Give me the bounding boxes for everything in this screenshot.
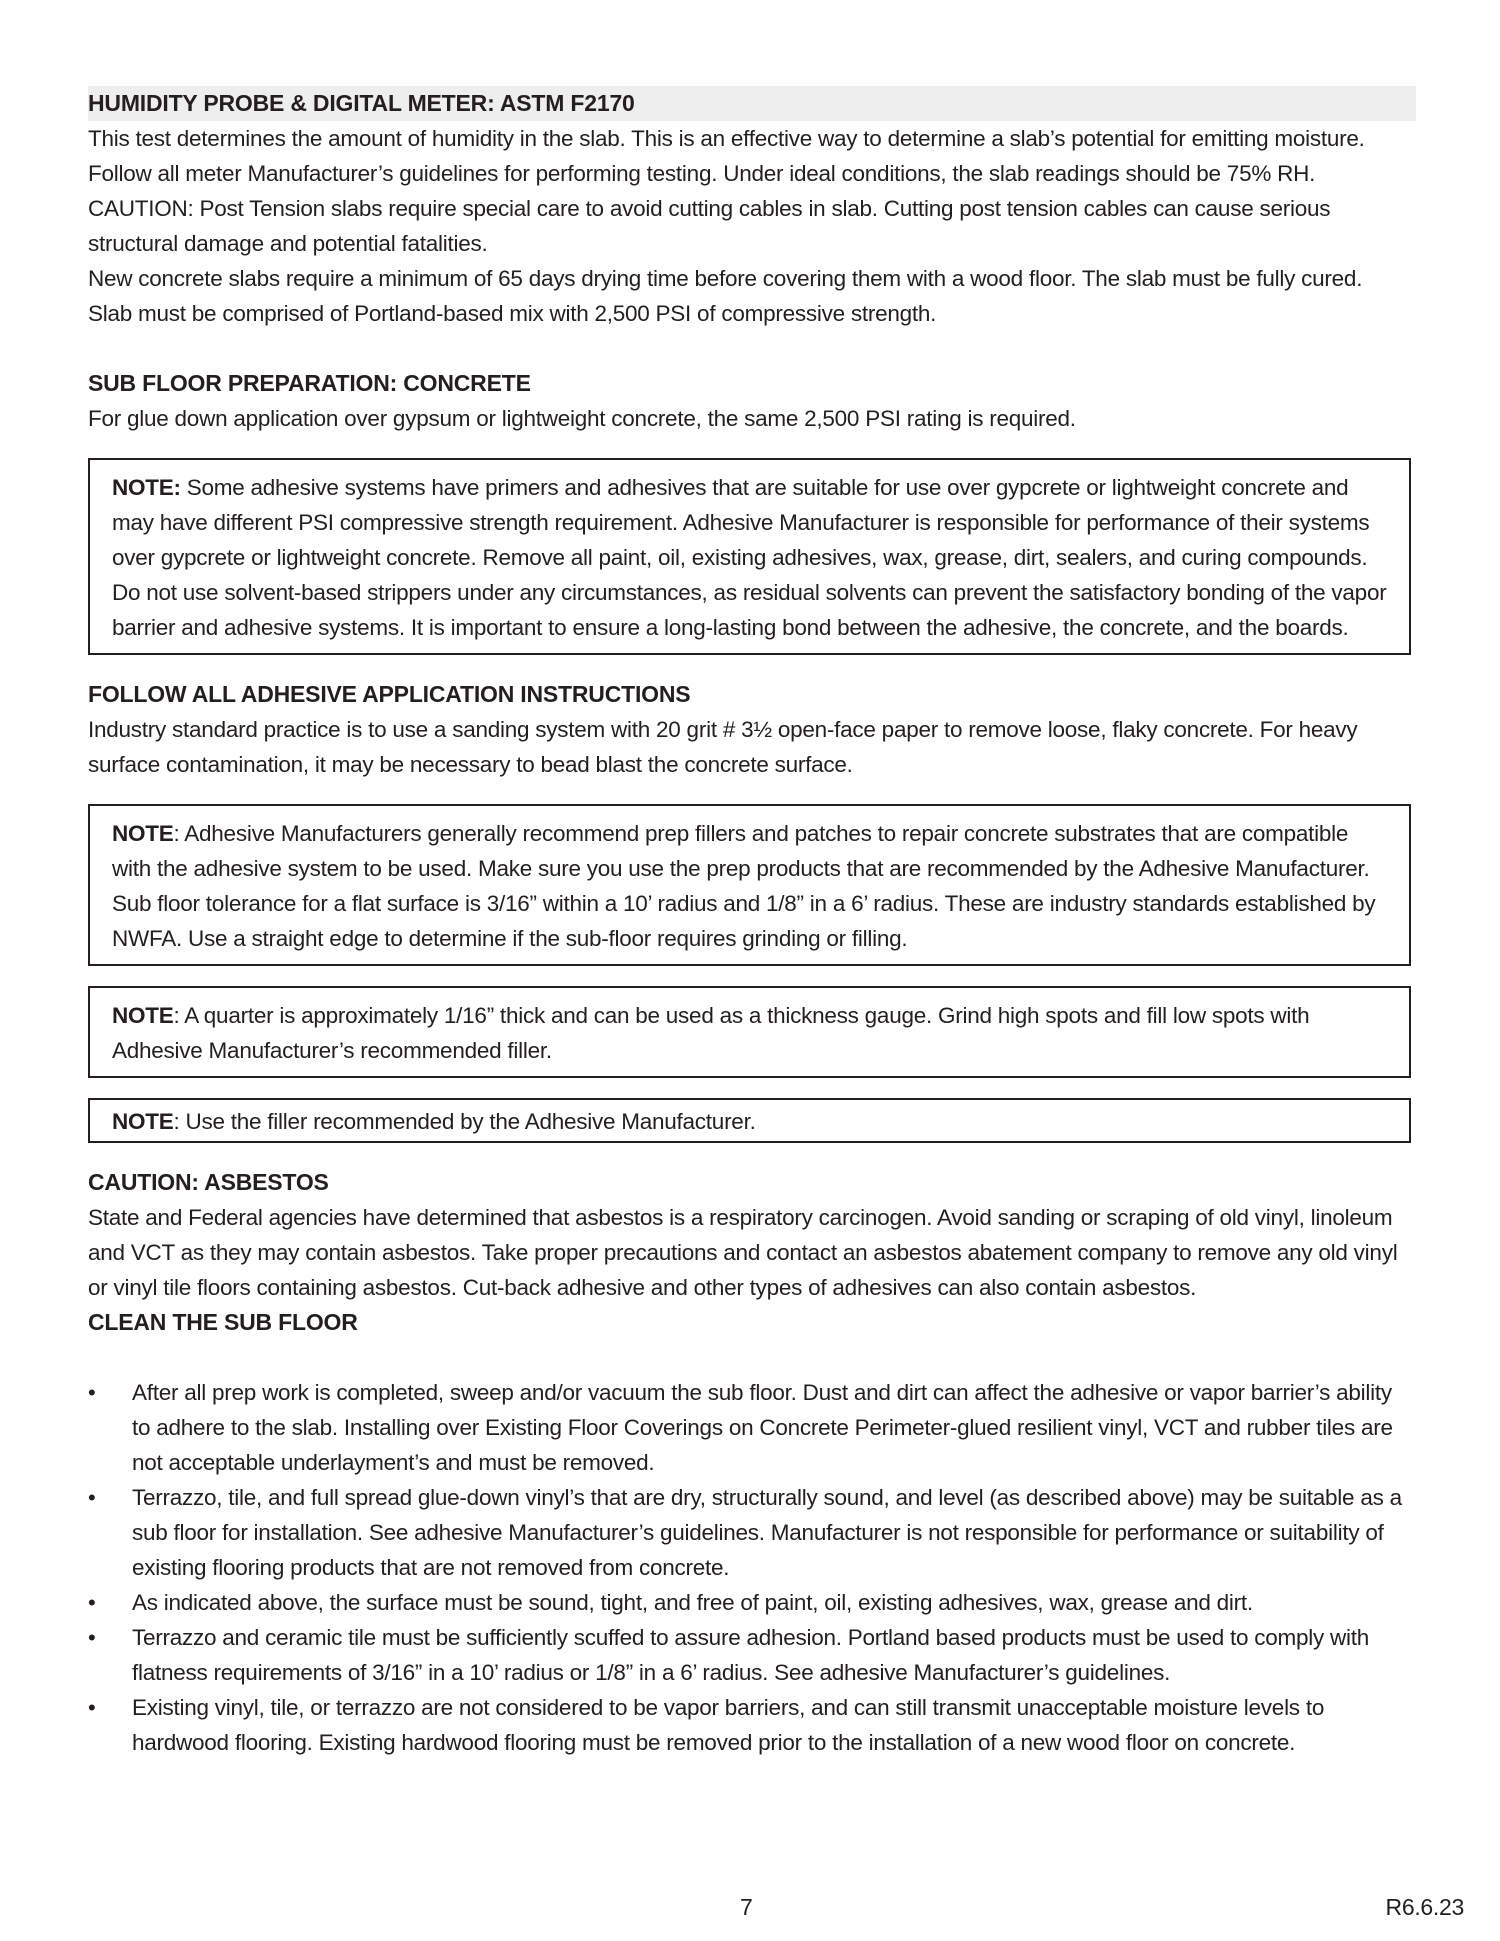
follow-instructions-paragraph: Industry standard practice is to use a sanding system with 20 grit # 3½ open-face paper to remove loose, flaky concrete. For heavy surface contamination, it may be necessary to bead blast the concrete surface. (88, 717, 1358, 777)
follow-instructions-heading: FOLLOW ALL ADHESIVE APPLICATION INSTRUCTIONS (88, 681, 691, 707)
note-label: NOTE (112, 1109, 174, 1134)
note-label: NOTE (112, 821, 174, 846)
page-number: 7 (740, 1894, 753, 1920)
list-item (88, 1375, 1411, 1480)
note-box-filler (88, 1098, 1411, 1143)
note-box-quarter-gauge (88, 986, 1411, 1078)
note-text: : Adhesive Manufacturers generally recommend prep fillers and patches to repair concrete substrates that are compatible with the adhesive system to be used. Make sure you use the prep products that are recommended by the Adhesive Manufacturer. Sub floor tolerance for a flat surface is 3/16” within a 10’ radius and 1/8” in a 6’ radius. These are industry standards established by NWFA. Use a straight edge to determine if the sub-floor requires grinding or filling. (112, 821, 1376, 951)
asbestos-paragraph: State and Federal agencies have determined that asbestos is a respiratory carcinogen. Avoid sanding or scraping of old vinyl, linoleum and VCT as they may contain asbestos. Take proper precautions and contact an asbestos abatement company to remove any old vinyl or vinyl tile floors containing asbestos. Cut-back adhesive and other types of adhesives can also contain asbestos. (88, 1205, 1398, 1300)
asbestos-heading: CAUTION: ASBESTOS (88, 1169, 329, 1195)
bullet-icon: • (88, 1625, 96, 1650)
list-item-text: Terrazzo and ceramic tile must be sufficiently scuffed to assure adhesion. Portland based products must be used to comply with flatness requirements of 3/16” in a 10’ radius or 1/8” in a 6’ radius. See adhesive Manufacturer’s guidelines. (132, 1625, 1370, 1685)
bullet-icon: • (88, 1485, 96, 1510)
list-item-text: After all prep work is completed, sweep and/or vacuum the sub floor. Dust and dirt can affect the adhesive or vapor barrier’s ability to adhere to the slab. Installing over Existing Floor Coverings on Concrete Perimeter-glued resilient vinyl, VCT and rubber tiles are not acceptable underlayment’s and must be removed. (132, 1380, 1393, 1475)
subfloor-paragraph: For glue down application over gypsum or lightweight concrete, the same 2,500 PSI rating is required. (88, 406, 1076, 431)
list-item-text: As indicated above, the surface must be sound, tight, and free of paint, oil, existing adhesives, wax, grease and dirt. (132, 1590, 1253, 1615)
clean-subfloor-list (88, 1375, 1411, 1760)
clean-subfloor-heading: CLEAN THE SUB FLOOR (88, 1309, 358, 1335)
note-box-prep-fillers (88, 804, 1411, 966)
revision-code: R6.6.23 (1385, 1894, 1464, 1920)
humidity-paragraph-1: This test determines the amount of humidity in the slab. This is an effective way to determine a slab’s potential for emitting moisture. Follow all meter Manufacturer’s guidelines for performing testing. Under ideal conditions, the slab readings should be 75% RH. CAUTION: Post Tension slabs require special care to avoid cutting cables in slab. Cutting post tension cables can cause serious structural damage and potential fatalities. (88, 126, 1365, 256)
list-item (88, 1480, 1411, 1585)
humidity-heading: HUMIDITY PROBE & DIGITAL METER: ASTM F2170 (88, 86, 1416, 121)
note-label: NOTE: (112, 475, 181, 500)
note-box-adhesive-systems (88, 458, 1411, 655)
note-label: NOTE (112, 1003, 174, 1028)
list-item (88, 1690, 1411, 1760)
note-text: Some adhesive systems have primers and adhesives that are suitable for use over gypcrete or lightweight concrete and may have different PSI compressive strength requirement. Adhesive Manufacturer is responsible for performance of their systems over gypcrete or lightweight concrete. Remove all paint, oil, existing adhesives, wax, grease, dirt, sealers, and curing compounds. Do not use solvent-based strippers under any circumstances, as residual solvents can prevent the satisfactory bonding of the vapor barrier and adhesive systems. It is important to ensure a long-lasting bond between the adhesive, the concrete, and the boards. (112, 475, 1387, 640)
note-text: : Use the filler recommended by the Adhesive Manufacturer. (173, 1109, 756, 1134)
document-page (88, 86, 1411, 1760)
bullet-icon: • (88, 1380, 96, 1405)
bullet-icon: • (88, 1695, 96, 1720)
list-item (88, 1620, 1411, 1690)
list-item-text: Terrazzo, tile, and full spread glue-down vinyl’s that are dry, structurally sound, and level (as described above) may be suitable as a sub floor for installation. See adhesive Manufacturer’s guidelines. Manufacturer is not responsible for performance or suitability of existing flooring products that are not removed from concrete. (132, 1485, 1402, 1580)
humidity-paragraph-2: New concrete slabs require a minimum of 65 days drying time before covering them with a wood floor. The slab must be fully cured. Slab must be comprised of Portland-based mix with 2,500 PSI of compressive strength. (88, 266, 1363, 326)
note-text: : A quarter is approximately 1/16” thick and can be used as a thickness gauge. Grind high spots and fill low spots with Adhesive Manufacturer’s recommended filler. (112, 1003, 1310, 1063)
list-item-text: Existing vinyl, tile, or terrazzo are not considered to be vapor barriers, and can still transmit unacceptable moisture levels to hardwood flooring. Existing hardwood flooring must be removed prior to the installation of a new wood floor on concrete. (132, 1695, 1325, 1755)
subfloor-heading: SUB FLOOR PREPARATION: CONCRETE (88, 370, 531, 396)
bullet-icon: • (88, 1590, 96, 1615)
list-item (88, 1585, 1411, 1620)
